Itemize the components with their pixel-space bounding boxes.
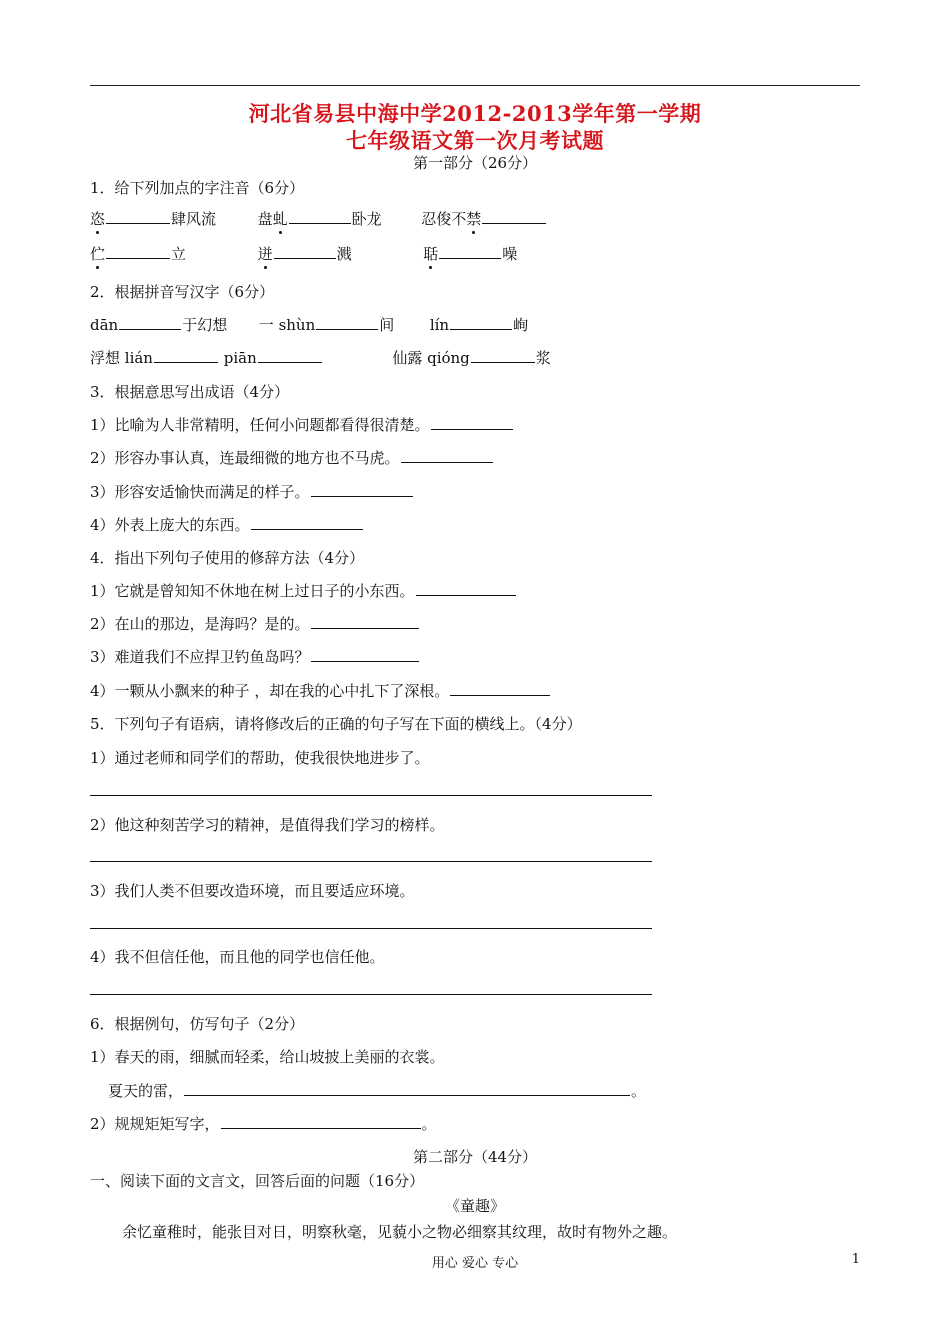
q4-heading: 4．指出下列句子使用的修辞方法（4分）	[90, 549, 365, 567]
q5-item-3: 3）我们人类不但要改造环境，而且要适应环境。	[90, 882, 415, 900]
dotted-char: 恣	[90, 210, 106, 228]
answer-blank[interactable]	[289, 209, 351, 224]
word-part: 噪	[502, 245, 518, 263]
q3-item-1	[90, 414, 514, 435]
answer-blank[interactable]	[316, 315, 378, 330]
q5-item-1: 1）通过老师和同学们的帮助，使我很快地进步了。	[90, 749, 430, 767]
answer-blank[interactable]	[482, 209, 546, 224]
q3-item-2	[90, 447, 494, 468]
pinyin: piān	[223, 349, 257, 367]
question-text: 2）形容办事认真，连最细微的地方也不马虎。	[90, 449, 400, 467]
q2-row1	[90, 314, 528, 335]
question-text: 2）在山的那边，是海吗？是的。	[90, 615, 310, 633]
q4-item-3	[90, 646, 420, 667]
word-part: 忍俊不	[421, 210, 467, 228]
question-text: 4）一颗从小飘来的种子 ，却在我的心中扎下了深根。	[90, 682, 450, 700]
answer-blank[interactable]	[416, 581, 516, 596]
q2-heading: 2．根据拼音写汉字（6分）	[90, 283, 275, 301]
q6-heading: 6．根据例句，仿写句子（2分）	[90, 1015, 305, 1033]
page-number: 1	[851, 1252, 860, 1267]
question-text: 3）难道我们不应捍卫钓鱼岛吗？	[90, 648, 310, 666]
word-part: 间	[379, 316, 395, 334]
q1-row2	[90, 243, 517, 264]
q2-row2	[90, 347, 551, 368]
answer-line[interactable]	[90, 795, 652, 796]
word-part: 浆	[535, 349, 551, 367]
q3-item-3	[90, 481, 414, 502]
answer-blank[interactable]	[221, 1114, 421, 1129]
answer-blank[interactable]	[154, 348, 218, 363]
dotted-char: 禁	[466, 210, 482, 228]
word-part: 溅	[336, 245, 352, 263]
q5-heading: 5．下列句子有语病，请将修改后的正确的句子写在下面的横线上。（4分）	[90, 715, 582, 733]
question-text: 2）规规矩矩写字，	[90, 1115, 220, 1133]
q6-example: 1）春天的雨，细腻而轻柔，给山坡披上美丽的衣裳。	[90, 1048, 445, 1066]
punctuation: 。	[631, 1082, 647, 1100]
pinyin: dān	[90, 316, 119, 334]
word-part: 立	[171, 245, 187, 263]
q4-item-4	[90, 680, 551, 701]
word-part: 肆风流	[171, 210, 217, 228]
answer-blank[interactable]	[274, 244, 336, 259]
reading-title: 《童趣》	[444, 1197, 505, 1215]
reading-heading: 一、阅读下面的文言文，回答后面的问题（16分）	[90, 1172, 425, 1190]
answer-blank[interactable]	[401, 448, 493, 463]
q6-item-2	[90, 1113, 437, 1134]
q5-item-4: 4）我不但信任他，而且他的同学也信任他。	[90, 948, 385, 966]
q1-heading: 1．给下列加点的字注音（6分）	[90, 179, 305, 197]
question-text: 4）外表上庞大的东西。	[90, 516, 250, 534]
q1-row1	[90, 208, 547, 229]
question-text: 1）它就是曾知知不休地在树上过日子的小东西。	[90, 582, 415, 600]
pinyin: 一 shùn	[258, 316, 316, 334]
question-text: 1）比喻为人非常精明，任何小问题都看得很清楚。	[90, 416, 430, 434]
dotted-char: 迸	[257, 245, 273, 263]
header-rule	[90, 85, 860, 86]
answer-blank[interactable]	[184, 1081, 630, 1096]
answer-line[interactable]	[90, 861, 652, 862]
answer-blank[interactable]	[106, 244, 170, 259]
answer-blank[interactable]	[106, 209, 170, 224]
answer-blank[interactable]	[450, 315, 512, 330]
answer-blank[interactable]	[251, 515, 363, 530]
answer-blank[interactable]	[431, 415, 513, 430]
word-part: 盘	[257, 210, 273, 228]
q4-item-1	[90, 580, 517, 601]
q5-item-2: 2）他这种刻苦学习的精神，是值得我们学习的榜样。	[90, 816, 445, 834]
page-footer: 用心 爱心 专心	[431, 1256, 519, 1271]
question-text: 夏天的雷，	[108, 1082, 184, 1100]
answer-blank[interactable]	[471, 348, 535, 363]
answer-blank[interactable]	[311, 482, 413, 497]
dotted-char: 聒	[423, 245, 439, 263]
part2-heading: 第二部分（44分）	[412, 1148, 538, 1166]
pinyin: 浮想 lián	[90, 349, 153, 367]
pinyin: lín	[429, 316, 450, 334]
q6-item-1-answer	[108, 1080, 646, 1101]
answer-line[interactable]	[90, 994, 652, 995]
q4-item-2	[90, 613, 420, 634]
answer-blank[interactable]	[439, 244, 501, 259]
answer-blank[interactable]	[450, 681, 550, 696]
dotted-char: 伫	[90, 245, 106, 263]
q3-heading: 3．根据意思写出成语（4分）	[90, 383, 290, 401]
answer-blank[interactable]	[258, 348, 322, 363]
question-text: 3）形容安适愉快而满足的样子。	[90, 483, 310, 501]
pinyin: 仙露 qióng	[392, 349, 470, 367]
answer-blank[interactable]	[311, 614, 419, 629]
punctuation: 。	[421, 1115, 437, 1133]
answer-blank[interactable]	[311, 647, 419, 662]
exam-title-line2: 七年级语文第一次月考试题	[346, 128, 604, 153]
word-part: 峋	[513, 316, 529, 334]
word-part: 于幻想	[182, 316, 228, 334]
q3-item-4	[90, 514, 364, 535]
word-part: 卧龙	[351, 210, 382, 228]
exam-title-line1: 河北省易县中海中学2012-2013学年第一学期	[248, 101, 702, 126]
answer-line[interactable]	[90, 928, 652, 929]
dotted-char: 虬	[272, 210, 288, 228]
answer-blank[interactable]	[119, 315, 181, 330]
part1-heading: 第一部分（26分）	[412, 154, 538, 172]
reading-text: 余忆童稚时，能张目对日，明察秋毫，见藐小之物必细察其纹理，故时有物外之趣。	[122, 1223, 678, 1241]
